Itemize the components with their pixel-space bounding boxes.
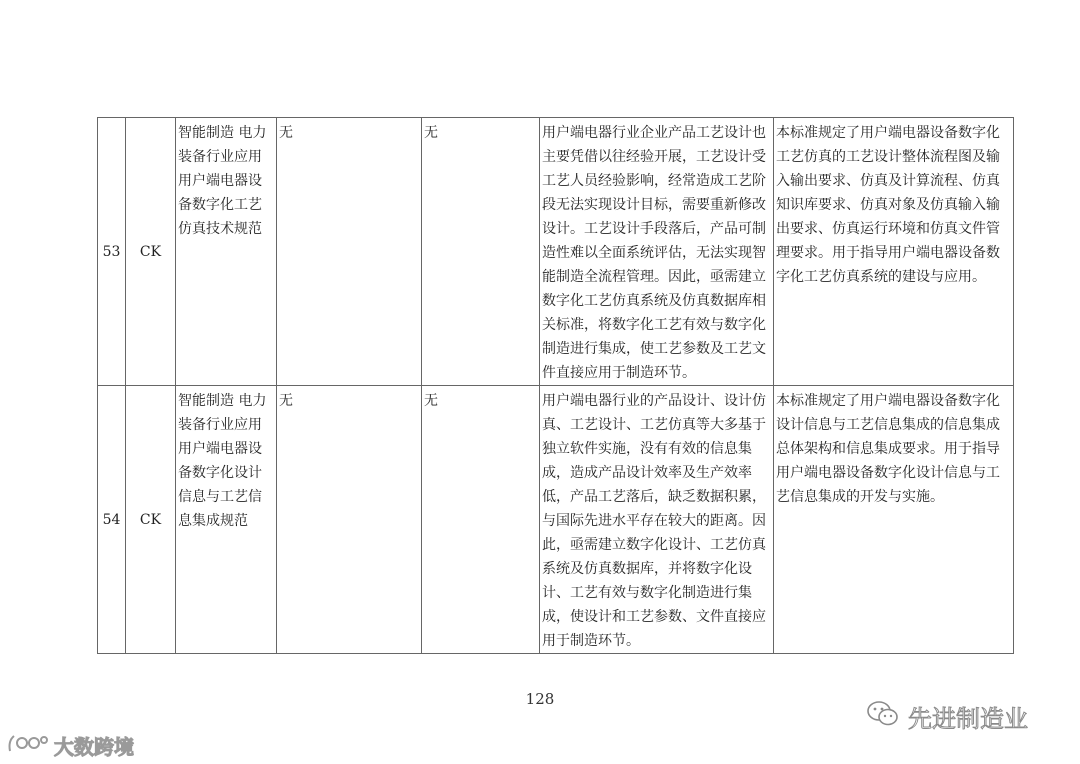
table-row: [98, 386, 1014, 654]
wechat-icon: [866, 699, 900, 733]
row-number: 53: [98, 118, 126, 386]
standards-table: [97, 117, 1014, 654]
watermark-right: [866, 698, 1028, 734]
watermark-left: [6, 730, 134, 760]
scope-text: 本标准规定了用户端电器设备数字化设计信息与工艺信息集成的信息集成总体架构和信息集成要求。用于指导用户端电器设备数字化设计信息与工艺信息集成的开发与实施。: [774, 386, 1014, 654]
standard-name: 智能制造 电力装备行业应用 用户端电器设备数字化设计信息与工艺信息集成规范: [176, 386, 277, 654]
watermark-right-text: 先进制造业: [908, 704, 1028, 733]
page-number: 128: [525, 690, 555, 708]
standard-type: CK: [126, 118, 176, 386]
standard-name: 智能制造 电力装备行业应用 用户端电器设备数字化工艺仿真技术规范: [176, 118, 277, 386]
brand-logo-icon: [6, 731, 50, 759]
standard-type: CK: [126, 386, 176, 654]
column-5-value: 无: [422, 386, 540, 654]
watermark-left-text: 大数跨境: [54, 734, 134, 759]
scope-text: 本标准规定了用户端电器设备数字化工艺仿真的工艺设计整体流程图及输入输出要求、仿真及计算流程、仿真知识库要求、仿真对象及仿真输入输出要求、仿真运行环境和仿真文件管理要求。用于指导用户端电器设备数字化工艺仿真系统的建设与应用。: [774, 118, 1014, 386]
column-4-value: 无: [277, 386, 422, 654]
column-4-value: 无: [277, 118, 422, 386]
table-row: [98, 118, 1014, 386]
necessity-text: 用户端电器行业企业产品工艺设计也主要凭借以往经验开展，工艺设计受工艺人员经验影响，经常造成工艺阶段无法实现设计目标，需要重新修改设计。工艺设计手段落后，产品可制造性难以全面系统评估，无法实现智能制造全流程管理。因此，亟需建立数字化工艺仿真系统及仿真数据库相关标准，将数字化工艺有效与数字化制造进行集成，使工艺参数及工艺文件直接应用于制造环节。: [540, 118, 774, 386]
column-5-value: 无: [422, 118, 540, 386]
necessity-text: 用户端电器行业的产品设计、设计仿真、工艺设计、工艺仿真等大多基于独立软件实施，没有有效的信息集成，造成产品设计效率及生产效率低，产品工艺落后，缺乏数据积累，与国际先进水平存在较大的距离。因此，亟需建立数字化设计、工艺仿真系统及仿真数据库，并将数字化设计、工艺有效与数字化制造进行集成，使设计和工艺参数、文件直接应用于制造环节。: [540, 386, 774, 654]
row-number: 54: [98, 386, 126, 654]
